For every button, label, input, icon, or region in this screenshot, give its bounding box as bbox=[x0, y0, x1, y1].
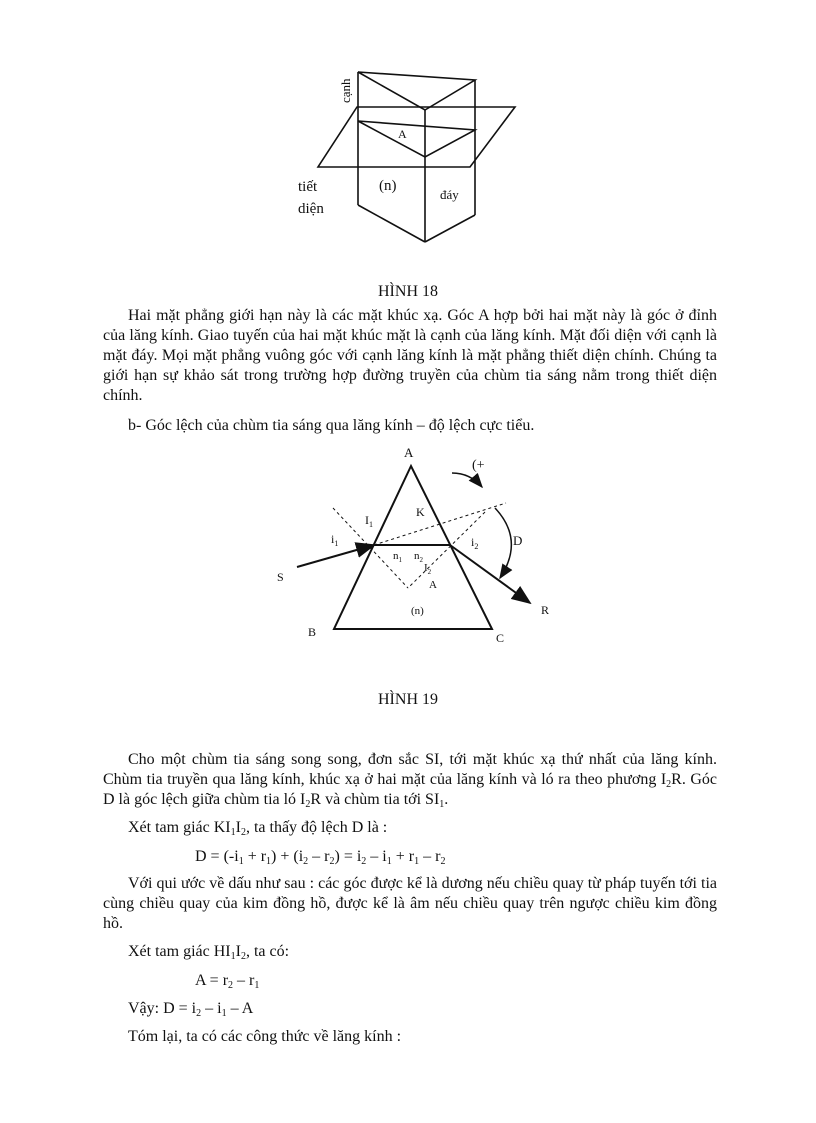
formula-deviation-final: Vậy: $D = i_2 - i_1 - A$ bbox=[128, 1000, 254, 1019]
label-K: K bbox=[416, 505, 425, 519]
paragraph-sign-convention: Với qui ước về dấu như sau : các góc được kể là dương nếu chiều quay từ pháp tuyến tới tia cùng chiều quay của kim đồng hồ, được kể là âm nếu chiều quay trên ngược chiều kim đồng hồ. bbox=[103, 875, 717, 932]
paragraph-subheading-b: b- Góc lệch của chùm tia sáng qua lăng kính – độ lệch cực tiểu. bbox=[128, 417, 535, 434]
label-n2: $n_2$ bbox=[414, 550, 423, 564]
label-canh: cạnh bbox=[338, 78, 353, 103]
section-plane bbox=[318, 107, 515, 167]
line-summary: Tóm lại, ta có các công thức về lăng kính : bbox=[128, 1028, 402, 1045]
label-i1: $i_1$ bbox=[331, 532, 339, 548]
label-I2: $I_2$ bbox=[424, 562, 432, 576]
vertex-A: A bbox=[404, 445, 414, 460]
section-triangle bbox=[358, 121, 475, 157]
incident-ray bbox=[297, 545, 374, 567]
formula-deviation: $D = (-i_1 + r_1) + (i_2 - r_2) = i_2 - i_1 + r_1 - r_2$ bbox=[195, 848, 446, 867]
deviation-arc bbox=[495, 508, 511, 578]
formula-apex-angle: $A = r_2 - r_1$ bbox=[195, 972, 260, 991]
prism-bottom-left bbox=[358, 205, 425, 242]
figure-18-prism-diagram bbox=[0, 0, 816, 280]
label-S: S bbox=[277, 570, 284, 584]
paragraph-prism-definition: Hai mặt phẳng giới hạn này là các mặt khúc xạ. Góc A hợp bởi hai mặt này là góc ở đỉnh của lăng kính. Giao tuyến của hai mặt khúc mặt là cạnh của lăng kính. Mặt đối diện với cạnh là mặt đáy. Mọi mặt phẳng vuông góc với cạnh lăng kính là mặt phẳng thiết diện chính. Chúng ta giới hạn sự khảo sát trong trường hợp đường truyền của chùm tia sáng nằm trong thiết diện chính. bbox=[103, 307, 717, 404]
emergent-ray bbox=[450, 545, 530, 603]
label-dien: diện bbox=[298, 201, 324, 217]
label-i2: $i_2$ bbox=[471, 535, 479, 551]
label-I1: $I_1$ bbox=[365, 513, 373, 529]
positive-direction-arrow bbox=[452, 473, 482, 487]
label-R: R bbox=[541, 603, 550, 617]
figure-19-deviation-diagram bbox=[0, 440, 816, 660]
label-A-inner: A bbox=[429, 579, 437, 591]
label-n: (n) bbox=[379, 178, 397, 194]
figure-18-caption: HÌNH 18 bbox=[378, 283, 438, 300]
positive-sign: (+ bbox=[472, 458, 485, 473]
label-n: (n) bbox=[411, 605, 424, 617]
vertex-B: B bbox=[308, 625, 317, 639]
vertex-C: C bbox=[496, 631, 505, 645]
prism-bottom-right bbox=[425, 215, 475, 242]
label-A: A bbox=[398, 127, 407, 141]
figure-19-caption: HÌNH 19 bbox=[378, 691, 438, 708]
line-triangle-hii: Xét tam giác $HI_1I_2$, ta có: bbox=[128, 943, 290, 962]
label-tiet: tiết bbox=[298, 179, 318, 195]
label-day: đáy bbox=[440, 187, 459, 202]
line-triangle-kii: Xét tam giác $KI_1I_2$, ta thấy độ lệch D là : bbox=[128, 819, 388, 838]
paragraph-incident-beam: Cho một chùm tia sáng song song, đơn sắc SI, tới mặt khúc xạ thứ nhất của lăng kính. Chùm tia truyền qua lăng kính, khúc xạ ở hai mặt của lăng kính và ló ra theo phương $I_2R$. Góc D là góc lệch giữa chùm tia ló $I_2R$ và chùm tia tới $SI_1$. bbox=[103, 751, 717, 810]
prism-top-face bbox=[358, 72, 475, 110]
label-D: D bbox=[513, 533, 523, 548]
label-n1: $n_1$ bbox=[393, 550, 402, 564]
